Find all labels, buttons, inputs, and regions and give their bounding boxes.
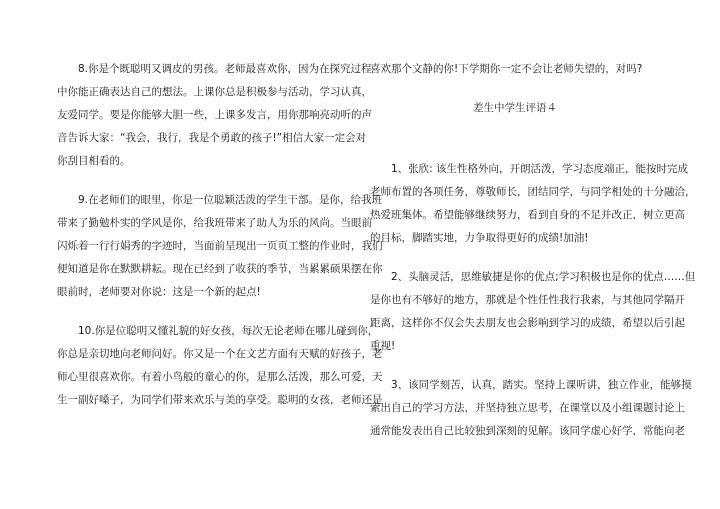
paragraph-gap (57, 304, 347, 320)
paragraph-gap (370, 250, 660, 266)
continuation-line: 喜欢那个文静的你!下学期你一定不会让老师失望的，对吗? (370, 63, 643, 75)
text-line: 索出自己的学习方法，并坚持独立思考，在课堂以及小组课题讨论上 (370, 402, 685, 414)
text-line: 8.你是个既聪明又调皮的男孩。老师最喜欢你，因为在探究过程 (57, 63, 372, 75)
text-line: 音告诉大家：“我会，我行，我是个勇敢的孩子!”相信大家一定会对 (57, 132, 367, 144)
text-line: 通常能发表出自己比较独到深刻的见解。该同学虚心好学，常能向老 (370, 425, 685, 437)
text-line: 10.你是位聪明又懂礼貌的好女孩，每次无论老师在哪儿碰到你， (57, 325, 379, 337)
right-column (370, 58, 696, 443)
text-line: 你刮目相看的。 (57, 155, 131, 167)
text-line: 老师布置的各项任务，尊敬师长，团结同学，与同学相处的十分融洽， (370, 186, 696, 198)
text-line: 眼前时，老师要对你说：这是一个新的起点! (57, 286, 261, 298)
paragraph-gap (370, 358, 660, 374)
text-line: 你总是亲切地向老师问好。你又是一个在文艺方面有天赋的好孩子，老 (57, 348, 383, 360)
paragraph-1 (370, 158, 696, 250)
text-line: 带来了勤勉朴实的学风是你，给我班带来了助人为乐的风尚。当眼前 (57, 217, 372, 229)
text-line: 3、该同学刻苦，认真，踏实。坚持上课听讲，独立作业，能够摸 (370, 379, 692, 391)
text-line: 重视! (370, 340, 396, 352)
text-line: 9.在老师们的眼里，你是一位聪颖活泼的学生干部。是你，给我班 (57, 194, 383, 206)
text-line: 的目标，脚踏实地，力争取得更好的成绩!加油! (370, 232, 589, 244)
text-line: 师心里很喜欢你。有着小鸟般的童心的你，是那么活泼，那么可爱，天 (57, 371, 383, 383)
paragraph-2 (370, 266, 696, 358)
text-line: 热爱班集体。希望能够继续努力，看到自身的不足并改正，树立更高 (370, 209, 685, 221)
paragraph-gap (370, 81, 660, 97)
paragraph-3 (370, 374, 692, 443)
text-line: 2、头脑灵活，思维敏捷是你的优点;学习积极也是你的优点……但 (370, 271, 696, 283)
paragraph-9 (57, 189, 383, 304)
text-line: 闪烁着一行行娟秀的字迹时，当面前呈现出一页页工整的作业时，我们 (57, 240, 383, 252)
paragraph-8 (57, 58, 372, 173)
text-line: 是你也有不够好的地方，那就是个性任性我行我素，与其他同学隔开 (370, 294, 685, 306)
text-line: 1、张欣: 该生性格外向，开朗活泼，学习态度端正，能按时完成 (370, 163, 689, 175)
text-line: 距离，这样你不仅会失去朋友也会影响到学习的成绩，希望以后引起 (370, 317, 685, 329)
text-line: 便知道是你在默默耕耘。现在已经到了收获的季节，当累累硕果摆在你 (57, 263, 383, 275)
text-line: 生一副好嗓子，为同学们带来欢乐与美的享受。聪明的女孩，老师还是 (57, 394, 383, 406)
section-title: 差生中学生评语４ (473, 102, 557, 114)
text-line: 中你能正确表达自己的想法。上课你总是积极参与活动，学习认真， (57, 86, 372, 98)
text-line: 友爱同学。要是你能够大胆一些，上课多发言，用你那响亮动听的声 (57, 109, 372, 121)
paragraph-gap (370, 120, 660, 158)
paragraph-gap (57, 173, 347, 189)
